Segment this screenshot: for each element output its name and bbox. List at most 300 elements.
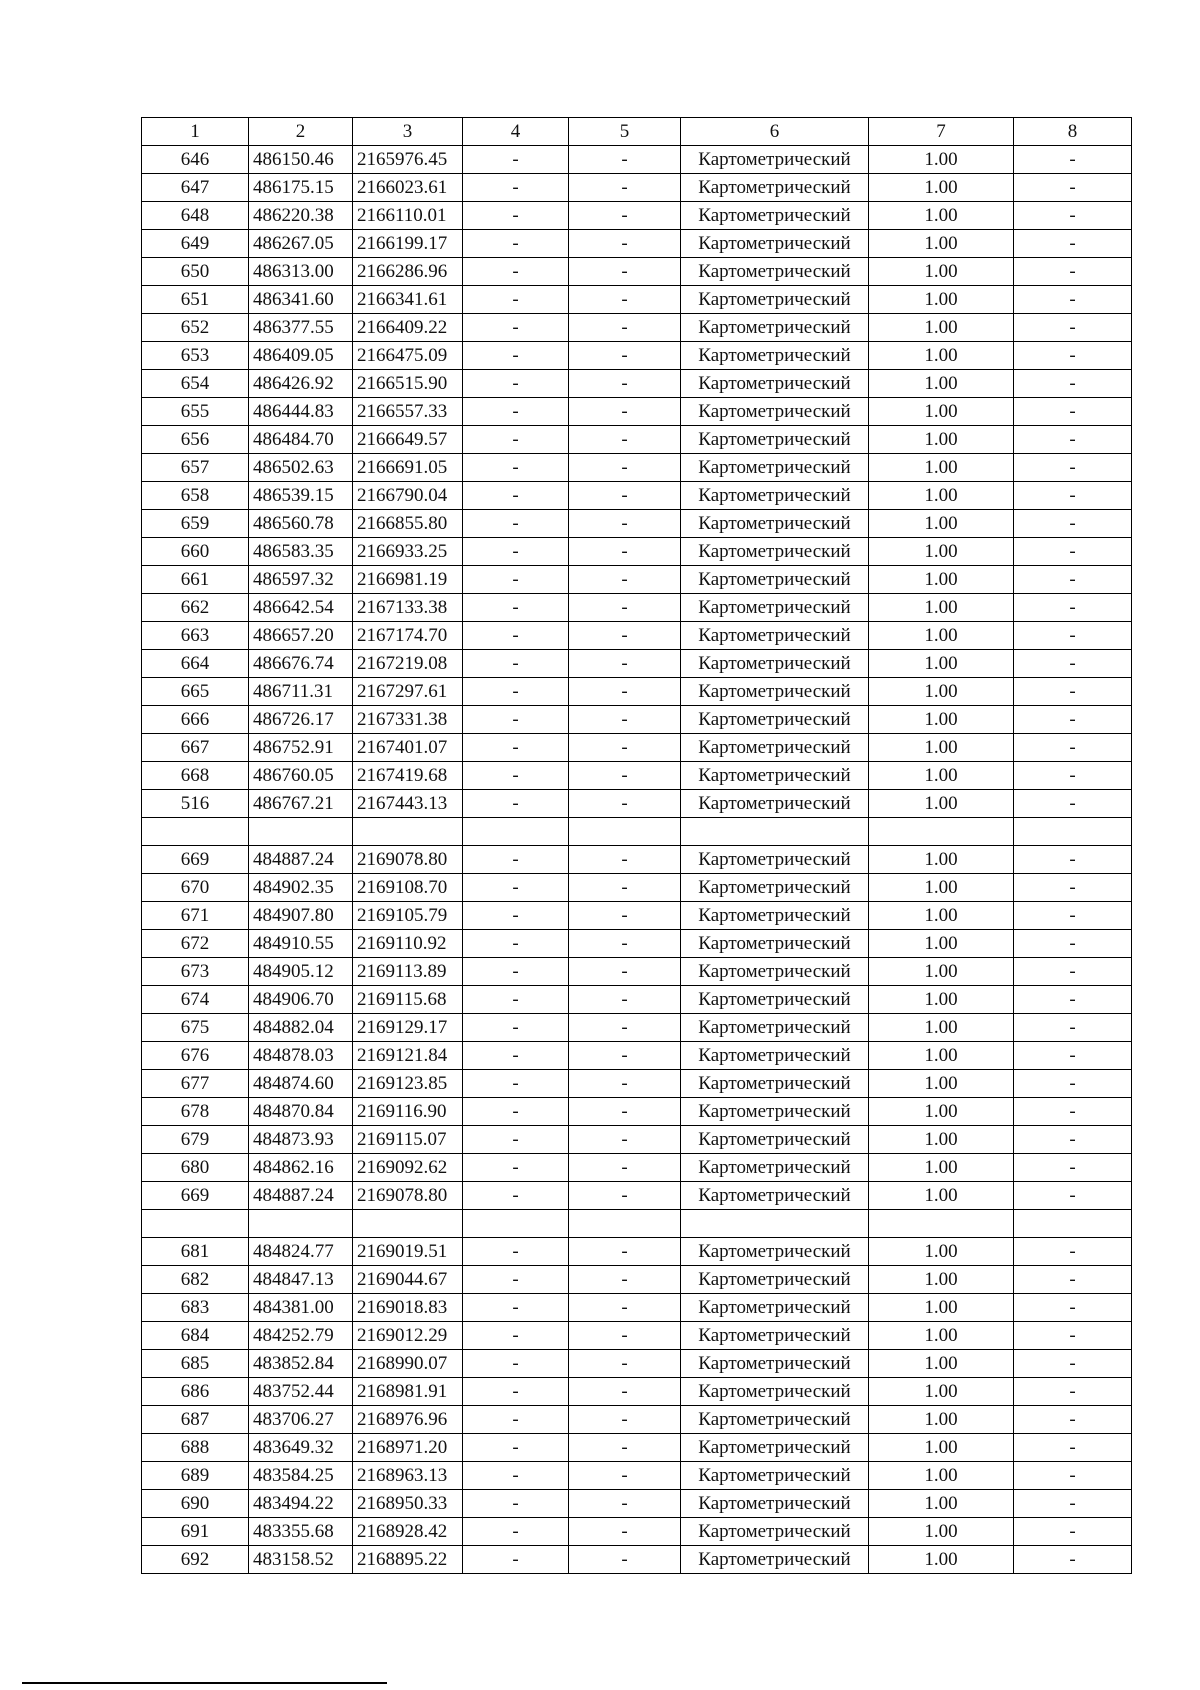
table-cell: - [1014, 258, 1132, 286]
table-cell [869, 818, 1014, 846]
table-cell: 677 [142, 1070, 249, 1098]
table-cell: - [463, 1154, 569, 1182]
table-cell: - [569, 678, 681, 706]
table-cell: 1.00 [869, 986, 1014, 1014]
table-cell: 661 [142, 566, 249, 594]
table-row [142, 1154, 1132, 1182]
table-cell: - [463, 622, 569, 650]
table-cell: - [1014, 1126, 1132, 1154]
table-row [142, 146, 1132, 174]
table-cell: 2169078.80 [353, 846, 463, 874]
table-cell: - [463, 1238, 569, 1266]
table-cell: 1.00 [869, 706, 1014, 734]
table-cell: - [463, 1406, 569, 1434]
table-cell: 484905.12 [249, 958, 353, 986]
table-cell: - [463, 370, 569, 398]
table-cell: - [463, 230, 569, 258]
table-cell: - [463, 1462, 569, 1490]
table-cell: 484873.93 [249, 1126, 353, 1154]
table-cell: 486711.31 [249, 678, 353, 706]
table-cell: Картометрический [681, 510, 869, 538]
table-cell: 486341.60 [249, 286, 353, 314]
table-row [142, 986, 1132, 1014]
table-cell: 484252.79 [249, 1322, 353, 1350]
table-cell: 1.00 [869, 874, 1014, 902]
table-row [142, 762, 1132, 790]
table-row [142, 1462, 1132, 1490]
table-cell: - [1014, 370, 1132, 398]
table-row [142, 370, 1132, 398]
table-cell: 484910.55 [249, 930, 353, 958]
table-cell: - [569, 314, 681, 342]
table-cell: 660 [142, 538, 249, 566]
table-cell: 648 [142, 202, 249, 230]
table-cell: 2166557.33 [353, 398, 463, 426]
table-cell: Картометрический [681, 482, 869, 510]
table-cell: - [1014, 1182, 1132, 1210]
table-cell: 1.00 [869, 1406, 1014, 1434]
table-row [142, 650, 1132, 678]
table-cell: 484882.04 [249, 1014, 353, 1042]
table-cell: 1.00 [869, 258, 1014, 286]
table-cell: - [1014, 314, 1132, 342]
table-row [142, 398, 1132, 426]
table-cell [142, 1210, 249, 1238]
table-row [142, 314, 1132, 342]
table-cell [681, 818, 869, 846]
table-row [142, 1098, 1132, 1126]
table-cell: - [463, 1378, 569, 1406]
table-cell: 646 [142, 146, 249, 174]
table-cell: - [463, 314, 569, 342]
table-row [142, 1322, 1132, 1350]
table-cell: 2167133.38 [353, 594, 463, 622]
table-cell: - [1014, 846, 1132, 874]
table-cell: 2168963.13 [353, 1462, 463, 1490]
table-cell: - [569, 1154, 681, 1182]
table-cell: - [569, 1406, 681, 1434]
table-cell: Картометрический [681, 1350, 869, 1378]
table-cell: 486444.83 [249, 398, 353, 426]
table-cell: - [569, 1182, 681, 1210]
table-cell: 486313.00 [249, 258, 353, 286]
table-cell: 647 [142, 174, 249, 202]
table-cell: - [569, 902, 681, 930]
table-cell: - [463, 1042, 569, 1070]
table-cell: - [569, 930, 681, 958]
table-cell: - [463, 650, 569, 678]
table-cell: 2169105.79 [353, 902, 463, 930]
table-cell: - [1014, 1042, 1132, 1070]
table-cell: - [463, 1518, 569, 1546]
table-cell: 2169115.68 [353, 986, 463, 1014]
table-cell: Картометрический [681, 622, 869, 650]
table-row [142, 622, 1132, 650]
table-cell: 1.00 [869, 1434, 1014, 1462]
table-cell: 2169129.17 [353, 1014, 463, 1042]
table-cell: 483706.27 [249, 1406, 353, 1434]
table-cell: - [463, 398, 569, 426]
table-row [142, 342, 1132, 370]
table-cell: - [569, 146, 681, 174]
table-cell: Картометрический [681, 538, 869, 566]
bottom-rule [22, 1682, 387, 1684]
table-body [142, 146, 1132, 1574]
table-row [142, 1378, 1132, 1406]
table-cell: - [463, 678, 569, 706]
table-cell: - [569, 1238, 681, 1266]
table-cell: 2168981.91 [353, 1378, 463, 1406]
table-row [142, 1518, 1132, 1546]
table-row [142, 1266, 1132, 1294]
table-row [142, 286, 1132, 314]
table-cell: Картометрический [681, 902, 869, 930]
table-cell: 483355.68 [249, 1518, 353, 1546]
table-cell: 2166286.96 [353, 258, 463, 286]
table-cell: 685 [142, 1350, 249, 1378]
table-cell: 486726.17 [249, 706, 353, 734]
table-cell: 1.00 [869, 1098, 1014, 1126]
table-cell: 484381.00 [249, 1294, 353, 1322]
table-cell: - [463, 454, 569, 482]
table-cell: 651 [142, 286, 249, 314]
table-cell: - [569, 874, 681, 902]
table-row [142, 1238, 1132, 1266]
table-cell: 486426.92 [249, 370, 353, 398]
table-cell: - [569, 398, 681, 426]
table-cell: 665 [142, 678, 249, 706]
table-cell: 1.00 [869, 678, 1014, 706]
table-cell: 2169108.70 [353, 874, 463, 902]
table-cell: 483584.25 [249, 1462, 353, 1490]
table-cell: - [1014, 174, 1132, 202]
table-cell: 688 [142, 1434, 249, 1462]
table-cell: - [1014, 678, 1132, 706]
table-cell: - [569, 426, 681, 454]
header-cell: 5 [569, 118, 681, 146]
table-cell: 486760.05 [249, 762, 353, 790]
table-cell: 2166341.61 [353, 286, 463, 314]
table-cell: 656 [142, 426, 249, 454]
table-cell: - [1014, 1490, 1132, 1518]
table-cell: - [463, 566, 569, 594]
table-cell: 679 [142, 1126, 249, 1154]
table-cell: 483158.52 [249, 1546, 353, 1574]
table-cell: - [463, 1322, 569, 1350]
table-cell: 655 [142, 398, 249, 426]
table-cell: Картометрический [681, 1042, 869, 1070]
table-cell: 2169044.67 [353, 1266, 463, 1294]
table-cell: - [569, 1266, 681, 1294]
table-cell: Картометрический [681, 1154, 869, 1182]
table-cell: 483649.32 [249, 1434, 353, 1462]
table-cell: 1.00 [869, 1462, 1014, 1490]
table-cell: - [463, 986, 569, 1014]
table-cell: - [463, 1294, 569, 1322]
table-cell: 2166649.57 [353, 426, 463, 454]
table-cell: Картометрический [681, 1434, 869, 1462]
table-cell: Картометрический [681, 874, 869, 902]
table-cell: 662 [142, 594, 249, 622]
table-cell: - [463, 174, 569, 202]
table-cell: Картометрический [681, 706, 869, 734]
header-cell: 2 [249, 118, 353, 146]
table-cell: 486267.05 [249, 230, 353, 258]
table-cell: 484878.03 [249, 1042, 353, 1070]
table-cell: - [569, 342, 681, 370]
table-cell: 672 [142, 930, 249, 958]
table-row [142, 930, 1132, 958]
table-cell: Картометрический [681, 1378, 869, 1406]
table-cell: - [569, 1014, 681, 1042]
table-cell: 486767.21 [249, 790, 353, 818]
table-cell: - [569, 370, 681, 398]
table-cell: 484870.84 [249, 1098, 353, 1126]
table-cell: - [463, 1070, 569, 1098]
table-cell: - [569, 706, 681, 734]
table-cell: Картометрический [681, 594, 869, 622]
table-cell: Картометрический [681, 930, 869, 958]
table-cell: - [463, 482, 569, 510]
table-cell: 1.00 [869, 622, 1014, 650]
table-cell: Картометрический [681, 174, 869, 202]
table-cell: - [569, 482, 681, 510]
table-row [142, 734, 1132, 762]
table-cell: - [1014, 286, 1132, 314]
table-cell: - [569, 202, 681, 230]
table-cell: - [1014, 1322, 1132, 1350]
table-row [142, 902, 1132, 930]
table-cell: Картометрический [681, 650, 869, 678]
table-cell: - [1014, 650, 1132, 678]
table-cell: - [569, 174, 681, 202]
table-cell: 2169121.84 [353, 1042, 463, 1070]
table-cell: 1.00 [869, 1546, 1014, 1574]
table-cell: 2166409.22 [353, 314, 463, 342]
table-cell: Картометрический [681, 1238, 869, 1266]
table-cell: - [1014, 1294, 1132, 1322]
table-cell: 676 [142, 1042, 249, 1070]
table-cell: 486676.74 [249, 650, 353, 678]
table-cell: - [1014, 202, 1132, 230]
table-cell: 2166981.19 [353, 566, 463, 594]
table-cell: - [1014, 1546, 1132, 1574]
table-cell: 670 [142, 874, 249, 902]
table-cell [1014, 1210, 1132, 1238]
table-cell: 486409.05 [249, 342, 353, 370]
table-cell: 2166110.01 [353, 202, 463, 230]
table-cell: - [1014, 454, 1132, 482]
table-cell: 486539.15 [249, 482, 353, 510]
table-cell: 1.00 [869, 1322, 1014, 1350]
table-cell: 654 [142, 370, 249, 398]
table-cell: 1.00 [869, 202, 1014, 230]
table-cell: 484906.70 [249, 986, 353, 1014]
table-cell: 2169019.51 [353, 1238, 463, 1266]
table-cell: 691 [142, 1518, 249, 1546]
table-cell: 486484.70 [249, 426, 353, 454]
table-cell: 1.00 [869, 286, 1014, 314]
table-row [142, 678, 1132, 706]
table-cell: 2166855.80 [353, 510, 463, 538]
table-cell: 1.00 [869, 1238, 1014, 1266]
table-cell: 1.00 [869, 650, 1014, 678]
table-cell [463, 818, 569, 846]
table-cell: - [569, 454, 681, 482]
table-cell: 653 [142, 342, 249, 370]
table-cell: Картометрический [681, 1014, 869, 1042]
table-cell: 1.00 [869, 566, 1014, 594]
table-cell: 669 [142, 846, 249, 874]
table-cell: - [1014, 762, 1132, 790]
table-row [142, 174, 1132, 202]
table-cell: Картометрический [681, 258, 869, 286]
table-cell: - [1014, 594, 1132, 622]
table-row [142, 958, 1132, 986]
table-cell: 2169110.92 [353, 930, 463, 958]
table-cell: 2169078.80 [353, 1182, 463, 1210]
table-cell: 675 [142, 1014, 249, 1042]
table-cell: - [569, 258, 681, 286]
table-cell: - [463, 594, 569, 622]
table-cell: - [463, 958, 569, 986]
table-cell: - [569, 1518, 681, 1546]
table-cell: Картометрический [681, 426, 869, 454]
table-cell: - [1014, 1518, 1132, 1546]
table-cell: 1.00 [869, 734, 1014, 762]
table-row [142, 874, 1132, 902]
table-cell: 2167297.61 [353, 678, 463, 706]
table-cell: - [463, 510, 569, 538]
table-cell: - [1014, 1098, 1132, 1126]
table-cell: 486175.15 [249, 174, 353, 202]
table-cell: - [569, 1490, 681, 1518]
table-cell: - [463, 342, 569, 370]
table-cell: 692 [142, 1546, 249, 1574]
table-header [142, 118, 1132, 146]
table-cell: - [569, 538, 681, 566]
table-cell: 1.00 [869, 790, 1014, 818]
table-cell: - [569, 1070, 681, 1098]
header-cell: 4 [463, 118, 569, 146]
table-cell: - [463, 286, 569, 314]
table-cell: Картометрический [681, 1322, 869, 1350]
table-cell [681, 1210, 869, 1238]
table-row [142, 454, 1132, 482]
table-cell: 2166515.90 [353, 370, 463, 398]
table-cell: - [569, 1378, 681, 1406]
table-cell: - [463, 846, 569, 874]
table-cell: - [463, 902, 569, 930]
table-cell: 486597.32 [249, 566, 353, 594]
table-cell: 2167401.07 [353, 734, 463, 762]
table-cell: - [569, 1042, 681, 1070]
header-cell: 3 [353, 118, 463, 146]
table-cell: 666 [142, 706, 249, 734]
table-cell [463, 1210, 569, 1238]
header-row [142, 118, 1132, 146]
table-cell: 2168928.42 [353, 1518, 463, 1546]
table-cell: - [1014, 1238, 1132, 1266]
table-cell: 1.00 [869, 454, 1014, 482]
table-cell: Картометрический [681, 1070, 869, 1098]
table-cell: - [569, 1462, 681, 1490]
table-cell: 1.00 [869, 426, 1014, 454]
table-cell: 1.00 [869, 958, 1014, 986]
table-row [142, 818, 1132, 846]
table-cell: 686 [142, 1378, 249, 1406]
table-cell: 2169116.90 [353, 1098, 463, 1126]
table-cell: - [569, 566, 681, 594]
table-cell: 484847.13 [249, 1266, 353, 1294]
table-cell: Картометрический [681, 762, 869, 790]
table-cell: 1.00 [869, 594, 1014, 622]
table-cell: - [463, 734, 569, 762]
table-cell: 663 [142, 622, 249, 650]
table-cell: 649 [142, 230, 249, 258]
table-row [142, 1546, 1132, 1574]
table-cell: - [569, 1546, 681, 1574]
table-cell: - [1014, 902, 1132, 930]
table-cell: - [569, 1322, 681, 1350]
table-cell: 1.00 [869, 482, 1014, 510]
table-cell: - [463, 258, 569, 286]
table-row [142, 538, 1132, 566]
table-cell: 2169123.85 [353, 1070, 463, 1098]
coordinates-table [141, 117, 1132, 1574]
table-cell: - [569, 1126, 681, 1154]
table-cell: Картометрический [681, 1182, 869, 1210]
table-cell: - [1014, 538, 1132, 566]
table-cell: - [463, 202, 569, 230]
table-cell: 652 [142, 314, 249, 342]
table-cell: - [463, 1434, 569, 1462]
table-cell: 2169018.83 [353, 1294, 463, 1322]
table-cell: 1.00 [869, 398, 1014, 426]
table-cell: - [1014, 622, 1132, 650]
header-cell: 6 [681, 118, 869, 146]
table-cell: 684 [142, 1322, 249, 1350]
table-row [142, 790, 1132, 818]
table-cell: - [1014, 566, 1132, 594]
table-cell: 683 [142, 1294, 249, 1322]
table-cell: 650 [142, 258, 249, 286]
table-cell: 1.00 [869, 370, 1014, 398]
header-cell: 1 [142, 118, 249, 146]
table-cell: - [463, 1098, 569, 1126]
table-cell: 2167443.13 [353, 790, 463, 818]
table-cell: Картометрический [681, 846, 869, 874]
table-cell: 1.00 [869, 1490, 1014, 1518]
table-cell [1014, 818, 1132, 846]
table-cell: 674 [142, 986, 249, 1014]
table-cell: 2166933.25 [353, 538, 463, 566]
table-cell: - [1014, 230, 1132, 258]
table-cell: Картометрический [681, 678, 869, 706]
table-row [142, 202, 1132, 230]
table-cell: - [569, 790, 681, 818]
table-cell: 484902.35 [249, 874, 353, 902]
table-cell: Картометрический [681, 342, 869, 370]
table-cell: 2166475.09 [353, 342, 463, 370]
table-cell: - [463, 1182, 569, 1210]
table-cell [869, 1210, 1014, 1238]
table-cell: - [463, 1546, 569, 1574]
table-cell: Картометрический [681, 146, 869, 174]
table-cell: 690 [142, 1490, 249, 1518]
table-cell: 483752.44 [249, 1378, 353, 1406]
table-cell: - [463, 930, 569, 958]
